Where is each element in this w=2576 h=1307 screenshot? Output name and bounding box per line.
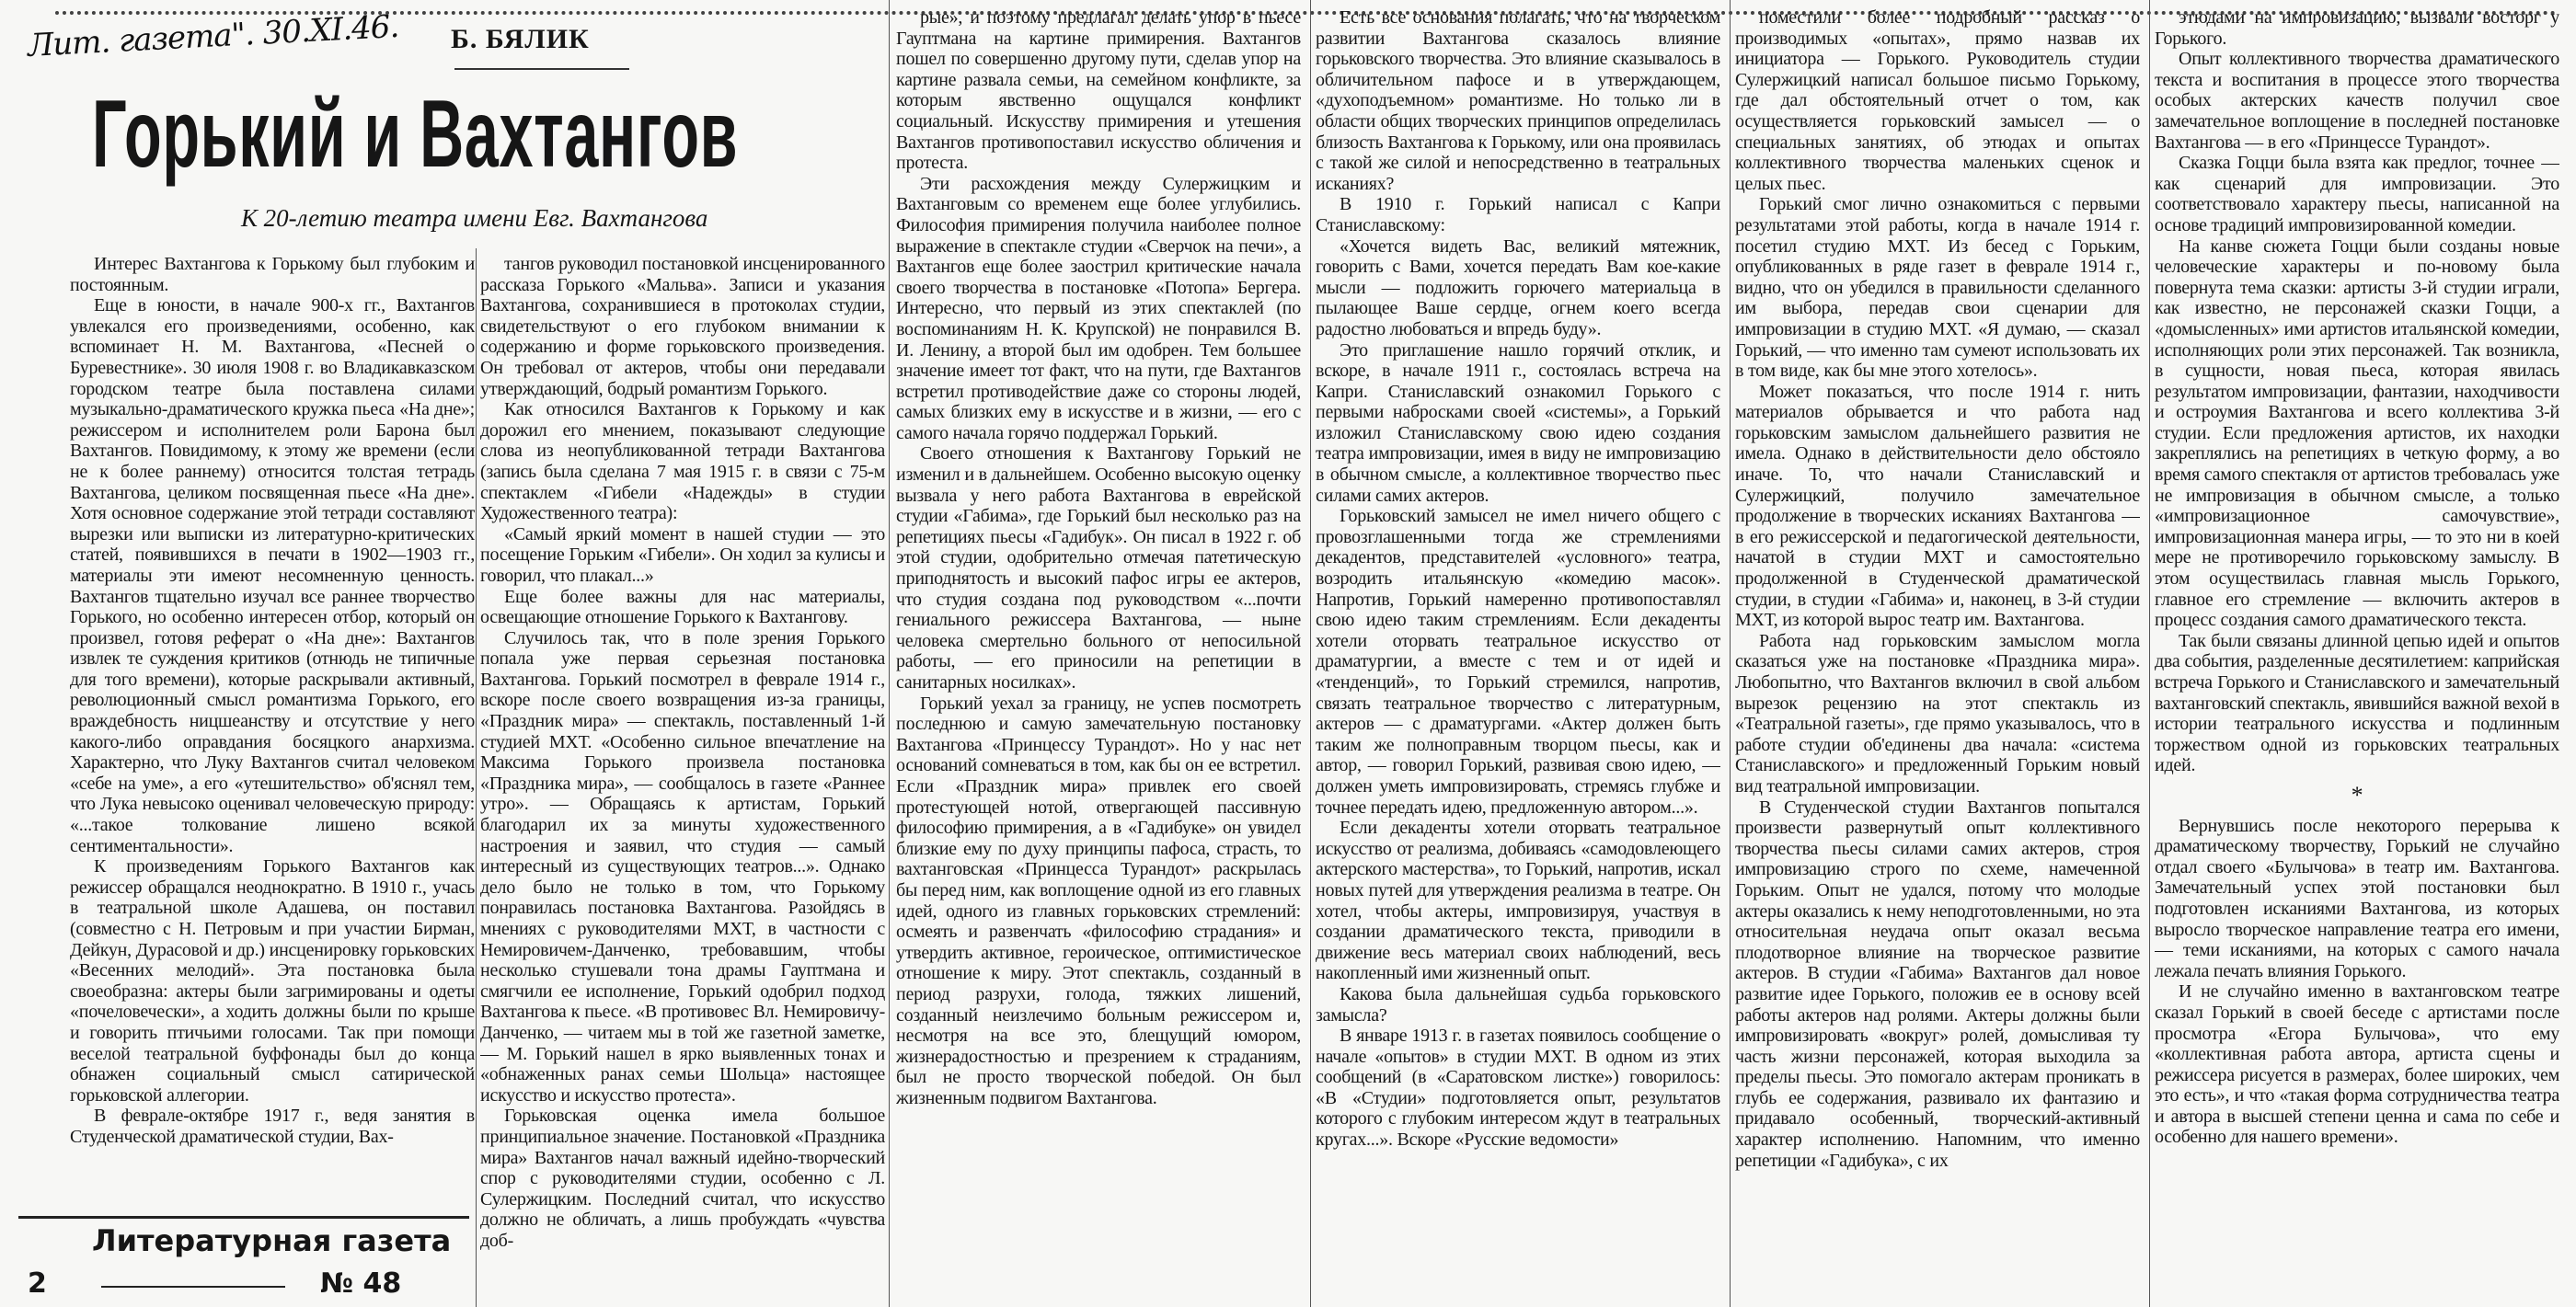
footer-dash: [101, 1286, 285, 1288]
article-paragraph: Эти расхождения между Сулержицким и Вахтанговым со временем еще более углубились. Философия примирения получила наиболее полное выражение в спектакле студии «Сверчок на печи», а Вахтангов еще более заострил критические начала своего творчества в постановке «Потопа» Бергера. Интересно, что первый из этих спектаклей (по воспоминаниям Н. К. Крупской) не понравился В. И. Ленину, а второй был им одобрен. Тем большее значение имеет тот факт, что на пути, где Вахтангов встретил противодействие даже со стороны людей, самых близких ему в искусстве и в жизни, — его с самого начала горячо поддержал Горький.: [896, 173, 1301, 443]
article-paragraph: Своего отношения к Вахтангову Горький не изменил и в дальнейшем. Особенно высокую оценку вызвала у него работа Вахтангова в еврейской студии «Габима», где Горький был несколько раз на репетициях пьесы «Гадибук». Он писал в 1922 г. об этой студии, одобрительно отмечая патетическую приподнятость и высокий пафос игры ее актеров, что студия создана под руководством «...почти гениального режиссера Вахтангова, — ныне человека смертельно больного от непосильной работы, — его приносили на репетиции в санитарных носилках».: [896, 443, 1301, 693]
handwritten-date-note: Лит. газета". 30.XI.46.: [26, 7, 400, 64]
text-column-5: [1735, 7, 2140, 1302]
article-paragraph: Опыт коллективного творчества драматического текста и воспитания в процессе этого творчества особых актерских качеств получил свое замечательное воплощение в последней постановке Вахтангова — в его «Принцессе Турандот».: [2155, 49, 2559, 153]
column-divider: [2149, 0, 2150, 1307]
article-paragraph: поместили более подробный рассказ о производимых «опытах», прямо назвав их инициатора — Горького. Руководитель студии Сулержицкий написал большое письмо Горькому, где дал обстоятельный отчет о том, как осуществляется горьковский замысел — о специальных занятиях, об этюдах и опытах коллективного творчества маленьких сценок и целых пьес.: [1735, 7, 2140, 194]
article-paragraph: Горьковский замысел не имел ничего общего с провозглашенными тогда же стремлениями декадентов, представителей «условного» театра, возродить итальянскую «комедию масок». Напротив, Горький намеренно противопоставлял свою идею таким стремлениям. Если декаденты хотели оторвать театральное искусство от драматургии, а вместе с тем и от идей и «тенденций», то Горький стремился, напротив, связать театральное творчество с литературным, актеров — с драматургами. «Актер должен быть таким же полноправным творцом пьесы, как и автор, — говорил Горький, развивая свою идею, — должен уметь импровизировать, стремясь глубже и точнее передать идею, предложенную автором...».: [1316, 506, 1720, 818]
article-paragraph: Еще в юности, в начале 900-х гг., Вахтангов увлекался его произведениями, особенно, как вспоминает Н. М. Вахтангова, «Песней о Буревестнике». 30 июля 1908 г. во Владикавказском городском театре была поставлена силами музыкально-драматического кружка пьеса «На дне»; режиссером и исполнителем роли Барона был Вахтангов. Повидимому, к этому же времени (если не к более раннему) относится толстая тетрадь Вахтангова, целиком посвященная пьесе «На дне». Хотя основное содержание этой тетради составляют вырезки или выписки из литературно-критических статей, появившихся в печати в 1902—1903 гг., материалы эти имеют несомненную ценность. Вахтангов тщательно изучал все раннее творчество Горького, но особенно интересен отбор, который он произвел, готовя реферат о «На дне»: Вахтангов извлек те суждения критиков (отнюдь не типичные для того времени), которые раскрывали активный, революционный смысл романтизма Горького, его враждебность ницшеанству и отсутствие у него какого-либо оправдания босяцкого анархизма. Характерно, что Луку Вахтангов считал человеком «себе на уме», а его «утешительство» об'яснял тем, что Лука невысоко оценивал человеческую природу: «...такое толкование лишено всякой сентиментальности».: [70, 295, 475, 856]
text-column-6: [2155, 7, 2559, 1302]
article-paragraph: В феврале-октябре 1917 г., ведя занятия в Студенческой драматической студии, Вах-: [70, 1106, 475, 1147]
article-paragraph: Это приглашение нашло горячий отклик, и вскоре, в начале 1911 г., состоялась встреча на Капри. Станиславский ознакомил Горького с первыми набросками своей «системы», а Горький изложил Станиславскому свою идею создания театра импровизации, имея в виду не импровизацию в обычном смысле, а коллективное творчество пьес силами самих актеров.: [1316, 339, 1720, 506]
article-paragraph: Горький уехал за границу, не успев посмотреть последнюю и самую замечательную постановку Вахтангова «Принцессу Турандот». Но у нас нет оснований сомневаться в том, как бы он ее встретил. Если «Праздник мира» привлек его своей протестующей нотой, отвергающей пассивную философию примирения, а в «Гадибуке» он увидел близкие ему по духу принципы пафоса, страсть, то вахтанговская «Принцесса Турандот» раскрылась бы перед ним, как воплощение одной из его главных идей, одного из главных горьковских стремлений: осмеять и развенчать «философию страдания» и утвердить активное, героическое, оптимистическое отношение к миру. Этот спектакль, созданный в период разрухи, голода, тяжких лишений, созданный неизлечимо больным режиссером и, несмотря на все это, блещущий юмором, жизнерадостностью и презрением к страданиям, был не просто творческой победой. Он был жизненным подвигом Вахтангова.: [896, 693, 1301, 1108]
article-paragraph: На канве сюжета Гоцци были созданы новые человеческие характеры и по-новому была повернута тема сказки: артисты 3-й студии играли, как известно, не персонажей сказки Гоцци, а «домысленных» ими артистов итальянской комедии, исполняющих роли этих персонажей. Так возникла, в сущности, новая пьеса, которая явилась результатом импровизации, фантазии, находчивости и остроумия Вахтангова и всего коллектива 3-й студии. Если предложения артистов, их находки закреплялись на репетициях в четкую форму, а во время самого спектакля от артистов требовалась уже не импровизация в обычном смысле, а только «импровизационное самочувствие», импровизационная манера игры, — то это ни в коей мере не противоречило горьковскому замыслу. В этом осуществилась главная мысль Горького, главное его стремление — включить актеров в процесс создания самого драматического текста.: [2155, 235, 2559, 631]
footer-divider: [18, 1216, 469, 1219]
article-paragraph: Интерес Вахтангова к Горькому был глубоким и постоянным.: [70, 254, 475, 295]
article-subtitle: К 20-летию театра имени Евг. Вахтангова: [241, 204, 708, 232]
text-column-3: [896, 7, 1301, 1302]
text-column-4: [1316, 7, 1720, 1302]
newspaper-name: Литературная газета: [92, 1223, 452, 1258]
article-paragraph: Работа над горьковским замыслом могла сказаться уже на постановке «Праздника мира». Любопытно, что Вахтангов включил в свой альбом вырезок рецензию на этот спектакль из «Театральной газеты», где прямо указывалось, что в работе студии об'единены два начала: «система Станиславского» и предложенный Горьким новый вид театральной импровизации.: [1735, 630, 2140, 797]
article-paragraph: рые», и поэтому предлагал делать упор в пьесе Гауптмана на картине примирения. Вахтангов пошел по совершенно другому пути, сделав упор на картине развала семьи, на семейном конфликте, за которым явственно ощущался конфликт социальный. Искусству примирения и утешения Вахтангов противопоставил искусство обличения и протеста.: [896, 7, 1301, 174]
article-paragraph: Какова была дальнейшая судьба горьковского замысла?: [1316, 983, 1720, 1026]
article-paragraph: В 1910 г. Горький написал с Капри Станиславскому:: [1316, 194, 1720, 235]
article-paragraph: тангов руководил постановкой инсценированного рассказа Горького «Мальва». Записи и указания Вахтангова, сохранившиеся в протоколах студии, свидетельствуют о его глубоком внимании к содержанию и форме горьковского произведения. Он требовал от актеров, чтобы они передавали утверждающий, бодрый романтизм Горького.: [480, 254, 885, 399]
article-paragraph: Может показаться, что после 1914 г. нить материалов обрывается и что работа над горьковским замыслом дальнейшего развития не имела. Однако в действительности дело обстояло иначе. То, что начали Станиславский и Сулержицкий, получило замечательное продолжение в творческих исканиях Вахтангова — в его режиссерской и педагогической деятельности, начатой в студии МХТ и самостоятельно продолженной в Студенческой драматической студии, в студии «Габима» и, наконец, в 3-й студии МХТ, из которой вырос театр им. Вахтангова.: [1735, 381, 2140, 631]
article-title: Горький и Вахтангов: [92, 81, 739, 188]
column-divider: [1730, 0, 1731, 1307]
article-paragraph: «Самый яркий момент в нашей студии — это посещение Горьким «Гибели». Он ходил за кулисы и говорил, что плакал...»: [480, 523, 885, 586]
text-column-1: [70, 254, 475, 1210]
article-paragraph: И не случайно именно в вахтанговском театре сказал Горький в своей беседе с артистами после просмотра «Егора Булычова», что ему «коллективная работа автора, артиста сцены и режиссера рисуется в размерах, более широких, чем это есть», и что «такая форма сотрудничества театра и автора в высшей степени ценна и сама по себе и особенно для нашего времени».: [2155, 981, 2559, 1148]
article-paragraph: Есть все основания полагать, что на творческом развитии Вахтангова сказалось влияние горьковского творчества. Это влияние сказывалось в обличительном пафосе и в утверждающем, «духоподъемном» романтизме. Но только ли в области общих творческих принципов определилась близость Вахтангова к Горькому, или она проявилась с такой же силой и непосредственно в театральных исканиях?: [1316, 7, 1720, 194]
article-paragraph: Вернувшись после некоторого перерыва к драматическому творчеству, Горький не случайно отдал своего «Булычова» в театр им. Вахтангова. Замечательный успех этой постановки был подготовлен исканиями Вахтангова, из которых выросло творческое направление театра его имени, — теми исканиями, на которых с самого начала лежала печать влияния Горького.: [2155, 815, 2559, 981]
article-paragraph: В январе 1913 г. в газетах появилось сообщение о начале «опытов» в студии МХТ. В одном из этих сообщений (в «Саратовском листке») говорилось: «В «Студии» подготовляется опыт, результатов которого с глубоким интересом ждут в театральных кругах...». Вскоре «Русские ведомости»: [1316, 1026, 1720, 1151]
article-paragraph: Горький смог лично ознакомиться с первыми результатами этой работы, когда в начале 1914 г. посетил студию МХТ. Из бесед с Горьким, опубликованных в ряде газет в феврале 1914 г., видно, что он убедился в правильности сделанного им выбора, передав свои сценарии для импровизации в студию МХТ. «Я думаю, — сказал Горький, — что именно там сумеют использовать их в том виде, как бы мне этого хотелось».: [1735, 194, 2140, 382]
text-column-2: [480, 254, 885, 1302]
issue-number: № 48: [320, 1267, 402, 1300]
column-divider: [1310, 0, 1311, 1307]
article-paragraph: Сказка Гоцци была взята как предлог, точнее — как сценарий для импровизации. Это соответствовало характеру пьесы, написанной на основе традиций импровизированной комедии.: [2155, 153, 2559, 235]
column-divider: [889, 0, 890, 1307]
article-paragraph: этюдами на импровизацию, вызвали восторг у Горького.: [2155, 7, 2559, 49]
article-paragraph: Горьковская оценка имела большое принципиальное значение. Постановкой «Праздника мира» Вахтангов начал важный идейно-творческий спор с руководителями студии, особенно с Л. Сулержицким. Последний считал, что искусство должно не обличать, а лишь пробуждать «чувства доб-: [480, 1106, 885, 1251]
page-number: 2: [28, 1267, 47, 1300]
article-author: Б. БЯЛИК: [451, 24, 590, 54]
article-paragraph: Если декаденты хотели оторвать театральное искусство от реализма, добиваясь «самодовлеющего актерского мастерства», то Горький, напротив, искал новых путей для утверждения реализма в театре. Он хотел, чтобы актеры, импровизируя, участвуя в создании драматического текста, приводили в движение весь материал своих наблюдений, весь накопленный ими жизненный опыт.: [1316, 818, 1720, 984]
article-paragraph: Как относился Вахтангов к Горькому и как дорожил его мнением, показывают следующие слова из неопубликованной тетради Вахтангова (запись была сделана 7 мая 1915 г. в связи с 75-м спектаклем «Гибели «Надежды» в студии Художественного театра):: [480, 399, 885, 524]
article-paragraph: К произведениям Горького Вахтангов как режиссер обращался неоднократно. В 1910 г., учась в театральной школе Адашева, он поставил (совместно с Н. Петровым и при участии Бирман, Дейкун, Дурасовой и др.) инсценировку горьковских «Весенних мелодий». Эта постановка была своеобразна: актеры были загримированы и одеты «почеловечески», а ходить должны были по крыше и говорить птичьими голосами. Так при помощи веселой театральной буффонады был до конца обнажен социальный смысл сатирической горьковской аллегории.: [70, 856, 475, 1106]
author-underline: [454, 68, 629, 70]
article-paragraph: Так были связаны длинной цепью идей и опытов два события, разделенные десятилетием: каприйская встреча Горького и Станиславского и замечательный вахтанговский спектакль, явившийся важной вехой в истории театрального искусства и подлинным торжеством одной из горьковских театральных идей.: [2155, 630, 2559, 776]
column-divider: [476, 248, 477, 1307]
section-separator: *: [2351, 781, 2363, 808]
article-paragraph: Еще более важны для нас материалы, освещающие отношение Горького к Вахтангову.: [480, 586, 885, 628]
article-paragraph: «Хочется видеть Вас, великий мятежник, говорить с Вами, хочется передать Вам кое-какие мысли — подложить горючего материальца в пылающее Ваше сердце, огнем коего всегда радостно любоваться и впредь буду».: [1316, 235, 1720, 339]
article-paragraph: Случилось так, что в поле зрения Горького попала уже первая серьезная постановка Вахтангова. Горький посмотрел в феврале 1914 г., вскоре после своего возвращения из-за границы, «Праздник мира» — спектакль, поставленный 1-й студией МХТ. «Особенно сильное впечатление на Максима Горького произвела постановка «Праздника мира», — сообщалось в газете «Раннее утро». — Обращаясь к артистам, Горький благодарил их за минуты художественного настроения и заявил, что студия — самый интересный из существующих театров...». Однако дело было не только в том, что Горькому понравилась постановка Вахтангова. Разойдясь в мнениях с руководителями МХТ, в частности с Немировичем-Данченко, требовавшим, чтобы несколько стушевали тона драмы Гауптмана и смягчили ее исполнение, Горький одобрил подход Вахтангова к пьесе. «В противовес Вл. Немировичу-Данченко, — читаем мы в той же газетной заметке, — М. Горький нашел в ярко выявленных тонах и «обнаженных ранах семьи Шольца» настоящее искусство и искусство протеста».: [480, 627, 885, 1106]
article-paragraph: В Студенческой студии Вахтангов попытался произвести развернутый опыт коллективного творчества пьесы силами самих актеров, строя импровизацию строго по схеме, намеченной Горьким. Опыт не удался, потому что молодые актеры оказались к нему неподготовленными, но эта относительная неудача опыт оказал весьма плодотворное влияние на творческое развитие актеров. В студии «Габима» Вахтангов дал новое развитие идее Горького, положив ее в основу всей работы актеров над ролями. Актеры должны были импровизировать «вокруг» ролей, домысливая ту часть жизни персонажей, которая выходила за пределы пьесы. Это помогало актерам проникать в глубь ее содержания, развивало их фантазию и придавало особенный, творческий-активный характер исполнению. Напомним, что именно репетиции «Гадибука», с их: [1735, 797, 2140, 1171]
